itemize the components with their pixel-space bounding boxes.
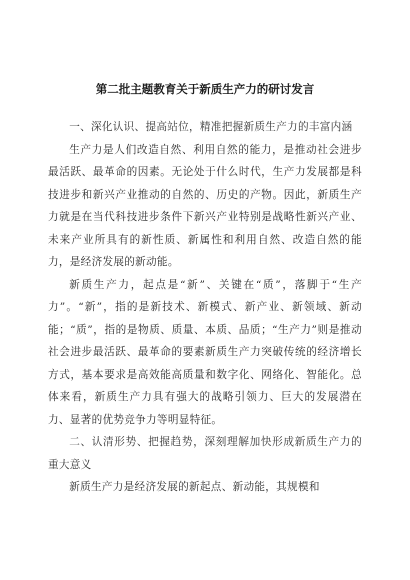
body-paragraph-1: 生产力是人们改造自然、利用自然的能力，是推动社会进步最活跃、最革命的因素。无论处于什么时代，生产力发展都是科技进步和新兴产业推动的自然的、历史的产物。因此，新质生产力就是在当代科技进步条件下新兴产业特别是战略性新兴产业、未来产业所具有的新性质、新属性和利用自然、改造自然的能力，是经济发展的新动能。	[48, 143, 362, 268]
body-paragraph-3: 新质生产力是经济发展的新起点、新动能，其规模和	[69, 481, 320, 493]
section-heading-1: 一、深化认识、提高站位，精准把握新质生产力的丰富内涵	[69, 121, 353, 133]
body-paragraph-2: 新质生产力，起点是“新”、关键在“质”，落脚于“生产力”。“新”，指的是新技术、新模式、新产业、新领域、新动能；“质”，指的是物质、质量、本质、品质；“生产力”则是推动社会进步最活跃、最革命的要素新质生产力突破传统的经济增长方式，基本要求是高效能高质量和数字化、网络化、智能化。总体来看，新质生产力具有强大的战略引领力、巨大的发展潜在力、显著的优势竞争力等明显特征。	[48, 278, 362, 426]
section-heading-2: 二、认清形势、把握趋势，深刻理解加快形成新质生产力的重大意义	[48, 436, 362, 471]
document-title: 第二批主题教育关于新质生产力的研讨发言	[95, 82, 315, 96]
document-body	[48, 116, 362, 499]
